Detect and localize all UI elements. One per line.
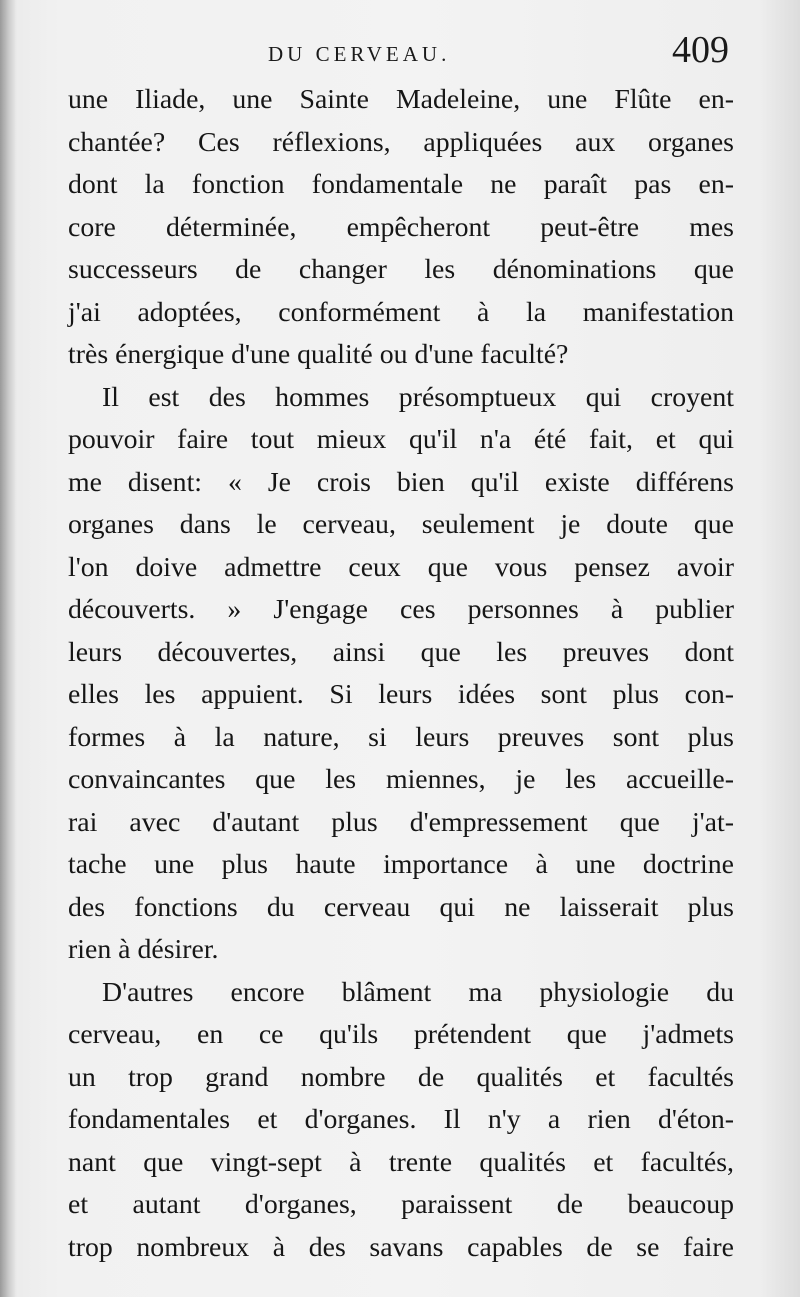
- text-line: l'on doive admettre ceux que vous pensez avoir: [68, 551, 734, 583]
- text-line: leurs découvertes, ainsi que les preuves dont: [68, 636, 734, 668]
- page-number: 409: [672, 29, 729, 71]
- text-line: chantée? Ces réflexions, appliquées aux organes: [68, 126, 734, 158]
- text-line: trop nombreux à des savans capables de se faire: [68, 1231, 734, 1263]
- running-head: [0, 28, 800, 78]
- text-line: fondamentales et d'organes. Il n'y a rien d'éton-: [68, 1104, 734, 1135]
- text-line: nant que vingt-sept à trente qualités et facultés,: [68, 1146, 734, 1178]
- text-line: j'ai adoptées, conformément à la manifestation: [68, 296, 734, 328]
- text-line: dont la fonction fondamentale ne paraît pas en-: [68, 169, 734, 200]
- text-line: et autant d'organes, paraissent de beaucoup: [68, 1189, 734, 1220]
- text-line: organes dans le cerveau, seulement je doute que: [68, 509, 734, 540]
- text-line: une Iliade, une Sainte Madeleine, une Flûte en-: [68, 84, 734, 115]
- text-line: rai avec d'autant plus d'empressement que j'at-: [68, 806, 734, 838]
- text-line: successeurs de changer les dénominations que: [68, 254, 734, 285]
- text-line: découverts. » J'engage ces personnes à publier: [68, 594, 734, 625]
- page-gutter-shadow: [0, 0, 16, 1297]
- text-line: convaincantes que les miennes, je les accueille-: [68, 764, 734, 795]
- text-line: des fonctions du cerveau qui ne laisserait plus: [68, 891, 734, 923]
- paragraph-end-line: très énergique d'une qualité ou d'une faculté?: [68, 339, 569, 370]
- running-title: DU CERVEAU.: [268, 42, 451, 66]
- text-line: me disent: « Je crois bien qu'il existe différens: [68, 466, 734, 498]
- text-line: tache une plus haute importance à une doctrine: [68, 849, 734, 880]
- paragraph-start-line: D'autres encore blâment ma physiologie du: [102, 976, 734, 1008]
- text-line: pouvoir faire tout mieux qu'il n'a été fait, et qui: [68, 424, 734, 455]
- text-line: core déterminée, empêcheront peut-être mes: [68, 211, 734, 243]
- paragraph-start-line: Il est des hommes présomptueux qui croyent: [102, 381, 734, 413]
- text-line: formes à la nature, si leurs preuves sont plus: [68, 721, 734, 753]
- text-line: cerveau, en ce qu'ils prétendent que j'admets: [68, 1019, 734, 1050]
- text-line: un trop grand nombre de qualités et facultés: [68, 1061, 734, 1093]
- body-text: [68, 79, 734, 1269]
- paragraph-end-line: rien à désirer.: [68, 934, 219, 965]
- text-line: elles les appuient. Si leurs idées sont plus con-: [68, 679, 734, 710]
